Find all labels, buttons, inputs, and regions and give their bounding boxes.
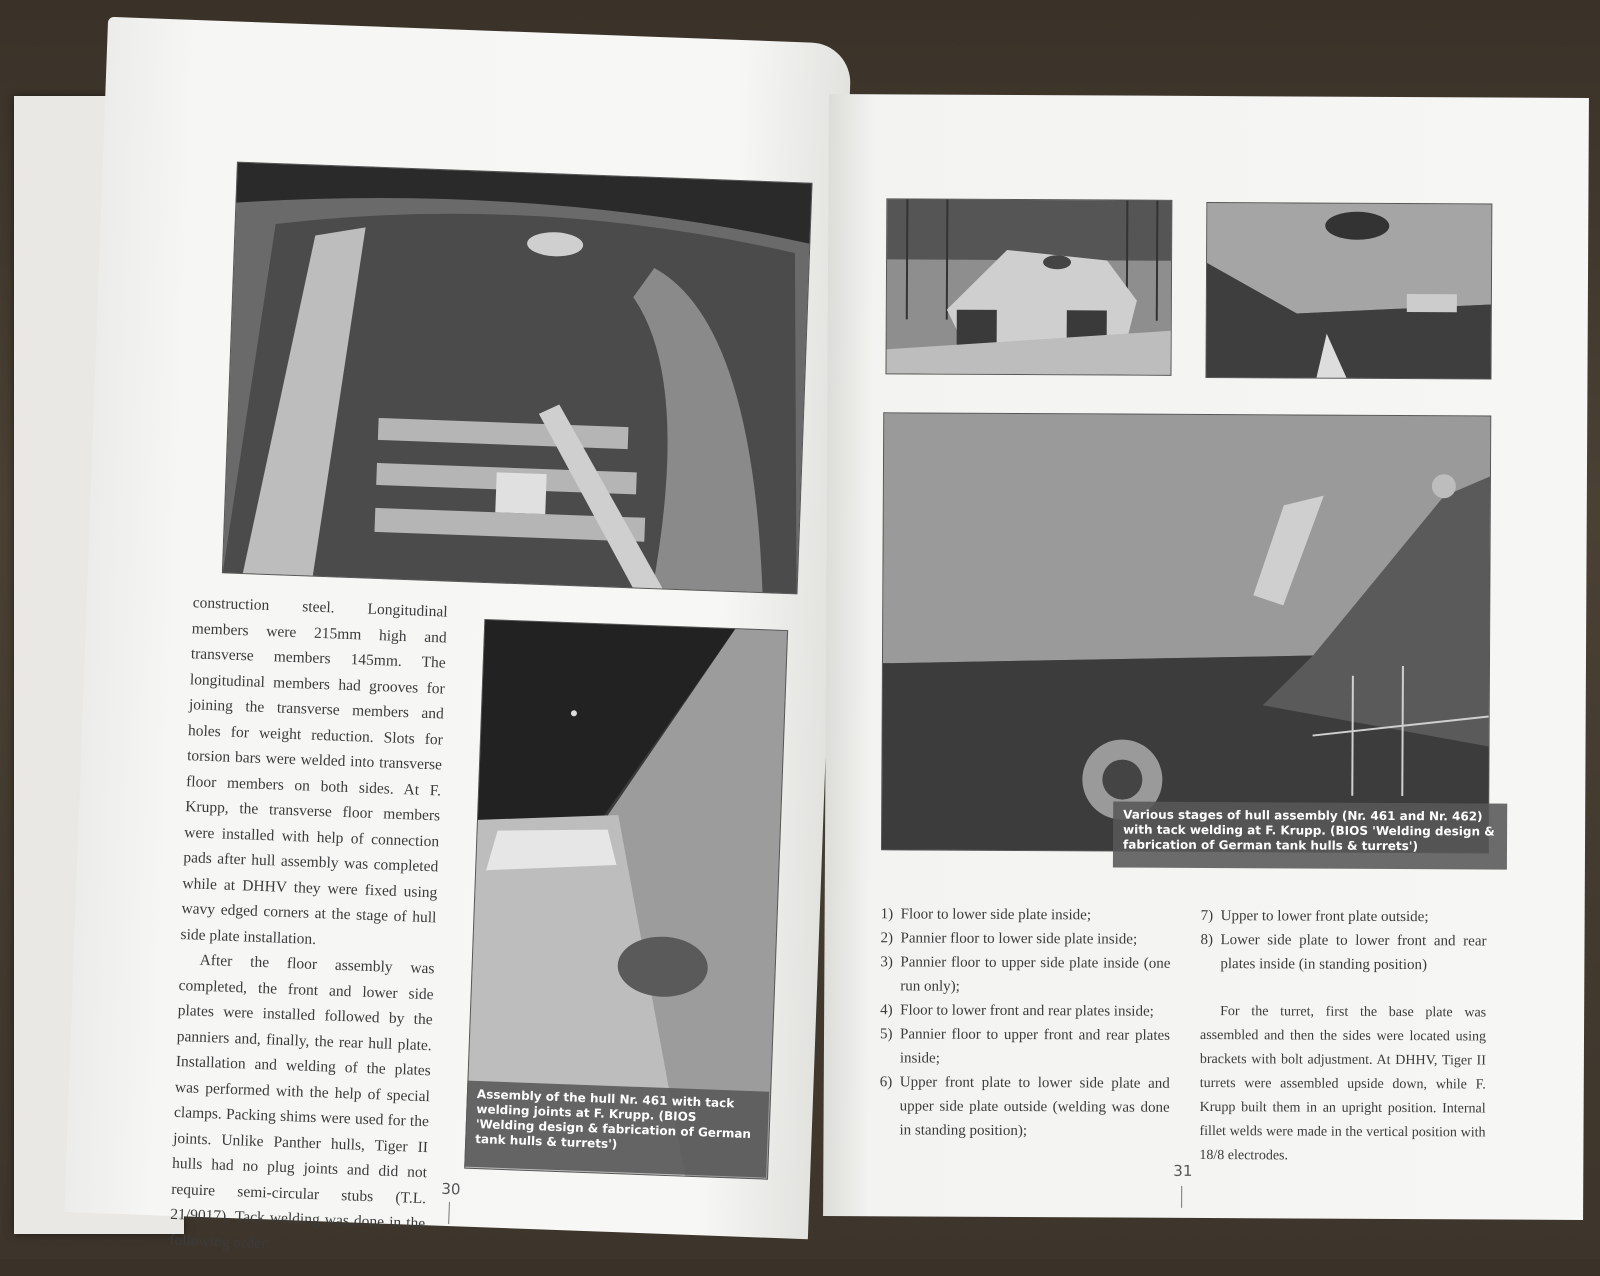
- photo-hull-floor-image: [223, 163, 812, 594]
- left-body-text: [169, 590, 448, 1262]
- list-item: 5) Pannier floor to upper front and rear plates inside;: [879, 1026, 1171, 1067]
- list-item: 3) Pannier floor to upper side plate inside (one run only);: [880, 954, 1171, 995]
- page-number-right: 31: [1173, 1161, 1193, 1180]
- paragraph-turret: For the turret, first the base plate was assembled and then the sides were located using brackets with bolt adjustment. At DHHV, Tiger II turrets were assembled upside down, while F. Krupp built them in an upright position. Internal fillet welds were made in the vertical position with 18/8 electrodes.: [1199, 1004, 1487, 1164]
- photo-hull-factory-image: [886, 199, 1171, 374]
- left-page: [64, 17, 851, 1253]
- page-number-tick-left: [448, 1202, 450, 1224]
- turret-paragraph: [1199, 1000, 1486, 1169]
- list-item: 6) Upper front plate to lower side plate and upper side plate outside (welding was done in standing position);: [879, 1074, 1170, 1140]
- page-number-left: 30: [441, 1179, 461, 1199]
- caption-hull-assembly-stages: Various stages of hull assembly (Nr. 461 and Nr. 462) with tack welding at F. Krupp. (BIOS 'Welding design & fabrication of German tank hulls & turrets'): [1113, 802, 1507, 870]
- list-item: 8) Lower side plate to lower front and rear plates inside (in standing position): [1200, 931, 1487, 974]
- list-item: 2) Pannier floor to lower side plate inside;: [880, 930, 1138, 948]
- page-number-tick-right: [1181, 1186, 1182, 1208]
- photo-hull-floor-assembly: [222, 162, 813, 595]
- photo-hull-in-factory: [885, 198, 1172, 375]
- photo-hull-side-plate: [881, 412, 1491, 853]
- list-item: 4) Floor to lower front and rear plates inside;: [880, 1002, 1154, 1020]
- right-page: [823, 94, 1589, 1220]
- caption-hull-461: Assembly of the hull Nr. 461 with tack welding joints at F. Krupp. (BIOS 'Welding design & fabrication of German tank hulls & turrets'): [464, 1081, 769, 1178]
- weld-order-list-left: [879, 902, 1170, 1144]
- photo-hull-detail: [1205, 202, 1492, 379]
- paragraph-1: construction steel. Longitudinal members were 215mm high and transverse members 145mm. The longitudinal members had grooves for joining the transverse members and holes for weight reduction. Slots for torsion bars were welded into transverse floor members on both sides. At F. Krupp, the transverse floor members were installed with help of connection pads after hull assembly was completed while at DHHV they were fixed using wavy edged corners at the stage of hull side plate installation.: [180, 594, 448, 948]
- list-item: 1) Floor to lower side plate inside;: [880, 906, 1092, 924]
- photo-hull-detail-image: [1206, 203, 1491, 378]
- photo-hull-side-image: [882, 413, 1490, 852]
- list-item: 7) Upper to lower front plate outside;: [1200, 907, 1429, 926]
- weld-order-list-right: [1200, 904, 1486, 977]
- paragraph-2: After the floor assembly was completed, the front and lower side plates were installed followed by the panniers and, finally, the rear hull plate. Installation and welding of the plates was performed with the help of special clamps. Packing shims were used for the joints. Unlike Panther hulls, Tiger II hulls had no plug joints and did not require semi-circular stubs (T.L. 21/9017). Tack welding was done in the following order:: [169, 951, 435, 1253]
